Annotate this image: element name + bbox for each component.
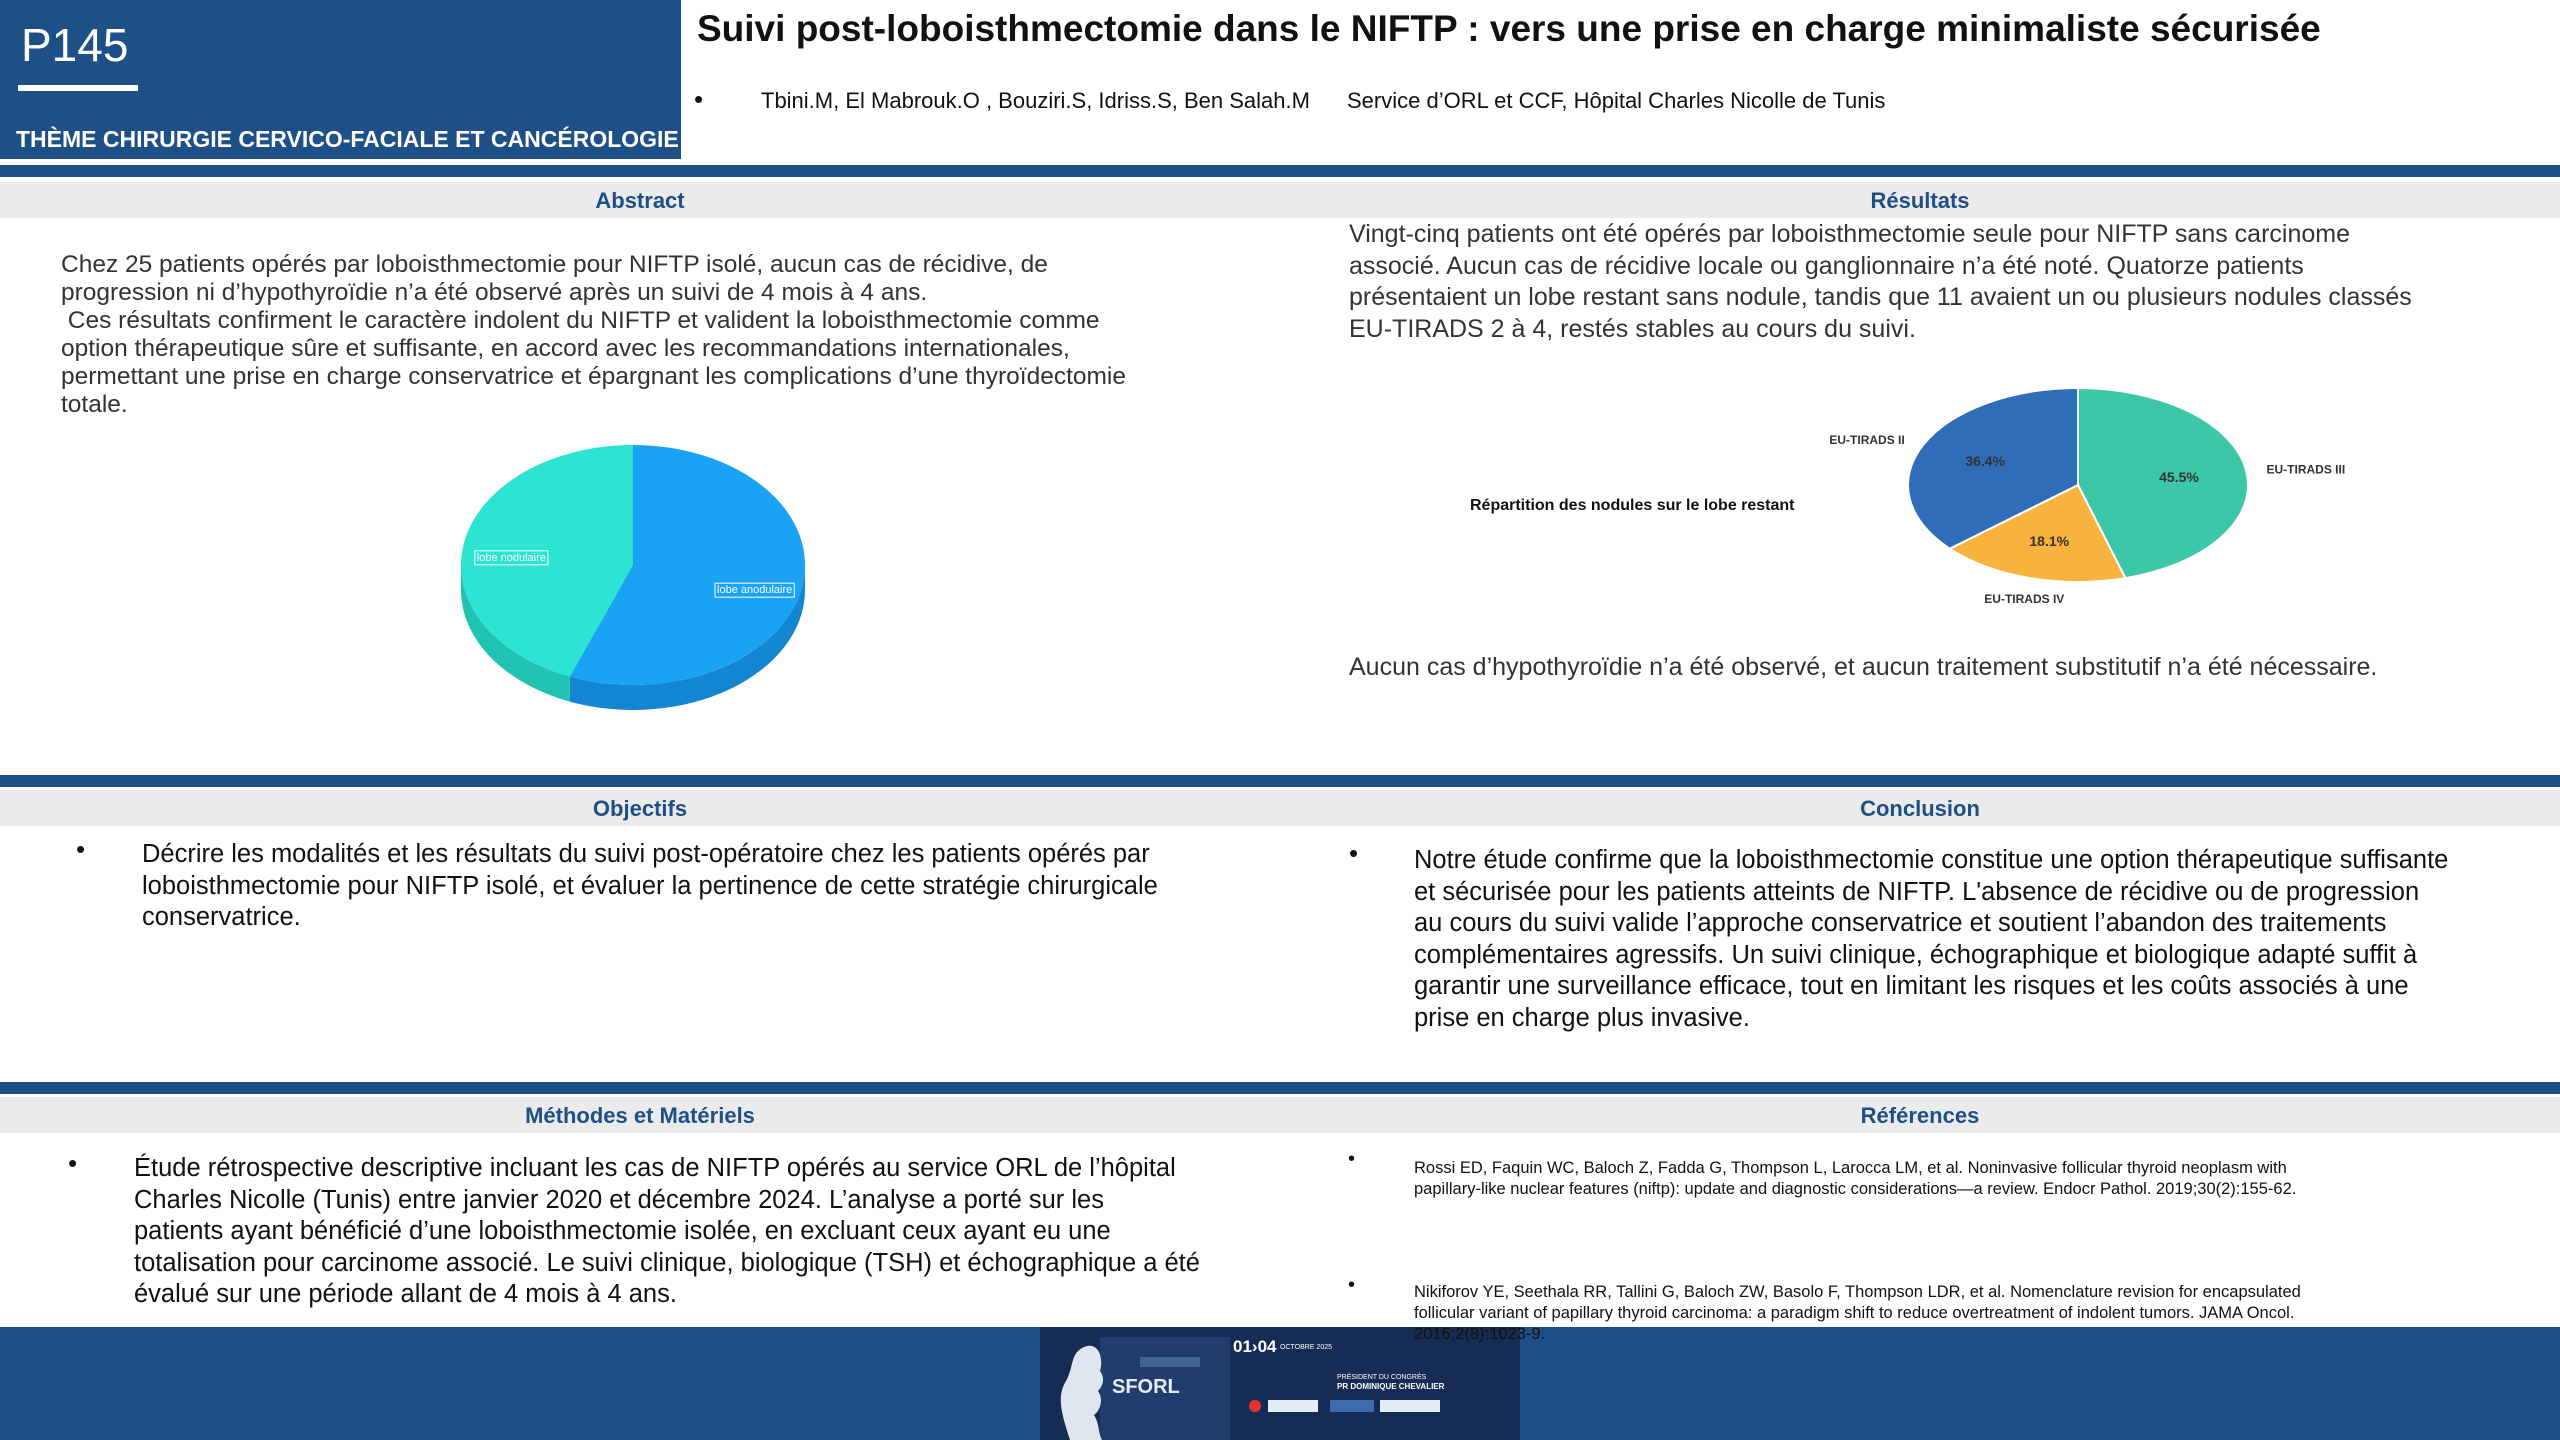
banner-brand: SFORL: [1112, 1376, 1180, 1398]
resultats-text: [1349, 219, 2549, 345]
text-line: totale.: [61, 391, 128, 418]
methodes-bullet: •: [68, 1148, 78, 1178]
text-line: Étude rétrospective descriptive incluant les cas de NIFTP opérés au service ORL de l’hôpital: [134, 1154, 1176, 1182]
poster-id-box: [0, 0, 681, 159]
references-header: [1280, 1097, 2560, 1133]
conclusion-header: [1280, 790, 2560, 826]
reference-1: [1414, 1158, 2554, 1200]
text-line: évalué sur une période allant de 4 mois à 4 ans.: [134, 1280, 677, 1308]
divider-band: [0, 1082, 2560, 1094]
banner-dates: 01›04: [1233, 1337, 1277, 1356]
text-line: Nikiforov YE, Seethala RR, Tallini G, Baloch ZW, Basolo F, Thompson LDR, et al. Nomenclature revision for encapsulated: [1414, 1283, 2301, 1301]
pie-category-label: EU-TIRADS IV: [1984, 592, 2065, 607]
methodes-text: [134, 1153, 1274, 1311]
methodes-header: [0, 1097, 1280, 1133]
text-line: prise en charge plus invasive.: [1414, 1003, 1750, 1032]
divider-band: [0, 775, 2560, 787]
text-line: Rossi ED, Faquin WC, Baloch Z, Fadda G, Thompson L, Larocca LM, et al. Noninvasive follicular thyroid neoplasm with: [1414, 1159, 2287, 1177]
text-line: totalisation pour carcinome associé. Le suivi clinique, biologique (TSH) et échographique a été: [134, 1248, 1200, 1277]
text-line: Décrire les modalités et les résultats du suivi post-opératoire chez les patients opérés par: [142, 840, 1150, 868]
text-line: garantir une surveillance efficace, tout en limitant les risques et les coûts associés à une: [1414, 972, 2409, 1000]
ref2-bullet: •: [1348, 1274, 1356, 1296]
text-line: EU-TIRADS 2 à 4, restés stables au cours du suivi.: [1349, 314, 1916, 343]
text-line: au cours du suivi valide l’approche conservatrice et soutient l’abandon des traitements: [1414, 909, 2387, 937]
pie-label: [715, 583, 794, 597]
theme-label: THÈME CHIRURGIE CERVICO-FACIALE ET CANCÉROLOGIE: [16, 126, 679, 152]
objectifs-text: [142, 839, 1262, 934]
text-line: Charles Nicolle (Tunis) entre janvier 2020 et décembre 2024. L’analyse a porté sur les: [134, 1185, 1104, 1214]
pie-category-label: EU-TIRADS III: [2266, 462, 2346, 477]
id-underline: [18, 85, 138, 91]
references-title: Références: [1860, 1103, 1980, 1128]
text-line: présentaient un lobe restant sans nodule, tandis que 11 avaient un ou plusieurs nodules classés: [1349, 283, 2412, 311]
ref1-bullet: •: [1348, 1148, 1356, 1170]
text-line: progression ni d’hypothyroïdie n’a été observé après un suivi de 4 mois à 4 ans.: [61, 279, 928, 306]
conclusion-title: Conclusion: [1860, 796, 1980, 821]
objectifs-title: Objectifs: [592, 796, 688, 821]
pie-value-label: 36.4%: [1965, 452, 2006, 469]
divider-band: [0, 165, 2560, 177]
abstract-text: [61, 251, 1261, 419]
text-line: loboisthmectomie pour NIFTP isolé, et évaluer la pertinence de cette stratégie chirurgicale: [142, 871, 1158, 900]
abstract-header: [0, 182, 1280, 218]
lobe-pie-chart: [440, 420, 840, 740]
pie-value-label: 18.1%: [2029, 532, 2070, 549]
text-line: conservatrice.: [142, 903, 301, 931]
authors: Tbini.M, El Mabrouk.O , Bouziri.S, Idriss.S, Ben Salah.M: [761, 88, 1310, 113]
text-line: Chez 25 patients opérés par loboisthmectomie pour NIFTP isolé, aucun cas de récidive, de: [61, 251, 1048, 278]
abstract-title: Abstract: [595, 188, 685, 213]
conclusion-bullet: •: [1349, 838, 1359, 868]
tirads-pie-chart: [1430, 375, 2410, 615]
text-line: follicular variant of papillary thyroid carcinoma: a paradigm shift to reduce overtreatment of indolent tumors. JAMA Oncol.: [1414, 1304, 2295, 1322]
text-line: permettant une prise en charge conservatrice et épargnant les complications d’une thyroïdectomie: [61, 363, 1126, 390]
pie-label: [475, 551, 548, 565]
text-line: option thérapeutique sûre et suffisante, en accord avec les recommandations internationales,: [61, 335, 1070, 362]
resultats-header: [1280, 182, 2560, 218]
affiliation: Service d’ORL et CCF, Hôpital Charles Nicolle de Tunis: [1347, 88, 1886, 113]
text-line: Notre étude confirme que la loboisthmectomie constitue une option thérapeutique suffisante: [1414, 846, 2449, 874]
text-line: patients ayant bénéficié d’une loboisthmectomie isolée, en excluant ceux ayant eu une: [134, 1217, 1111, 1245]
banner-month: OCTOBRE 2025: [1280, 1344, 1333, 1351]
text-line: complémentaires agressifs. Un suivi clinique, échographique et biologique adapté suffit à: [1414, 940, 2418, 969]
text-line: et sécurisée pour les patients atteints de NIFTP. L'absence de récidive ou de progression: [1414, 877, 2420, 906]
objectifs-header: [0, 790, 1280, 826]
banner-president: PR DOMINIQUE CHEVALIER: [1337, 1382, 1445, 1391]
poster-title: Suivi post-loboisthmectomie dans le NIFTP : vers une prise en charge minimaliste sécurisée: [697, 8, 2321, 49]
text-line: associé. Aucun cas de récidive locale ou ganglionnaire n’a été noté. Quatorze patients: [1349, 251, 2304, 280]
conclusion-text: [1414, 845, 2554, 1034]
resultats-after: Aucun cas d’hypothyroïdie n’a été observé, et aucun traitement substitutif n’a été nécessaire.: [1349, 653, 2378, 681]
objectifs-bullet: •: [76, 834, 86, 864]
pie-category-label: EU-TIRADS II: [1829, 432, 1905, 447]
banner-president-label: PRÉSIDENT DU CONGRÈS: [1337, 1374, 1427, 1381]
chart-title: Répartition des nodules sur le lobe restant: [1470, 497, 1795, 514]
text-line: papillary-like nuclear features (niftp): update and diagnostic considerations—a review. Endocr Pathol. 2019;30(2):155-62.: [1414, 1180, 2297, 1198]
pie-value-label: 45.5%: [2159, 468, 2199, 485]
reference-2: [1414, 1282, 2554, 1345]
text-line: Vingt-cinq patients ont été opérés par loboisthmectomie seule pour NIFTP sans carcinome: [1349, 220, 2350, 248]
resultats-title: Résultats: [1870, 188, 1970, 213]
author-bullet: •: [694, 84, 704, 114]
text-line: 2016;2(8):1023-9.: [1414, 1325, 1546, 1343]
svg-text:lobe anodulaire: lobe anodulaire: [717, 584, 793, 597]
svg-text:lobe nodulaire: lobe nodulaire: [476, 551, 546, 564]
methodes-title: Méthodes et Matériels: [525, 1103, 755, 1128]
text-line: Ces résultats confirment le caractère indolent du NIFTP et valident la loboisthmectomie comme: [61, 307, 1100, 334]
poster-id: P145: [21, 19, 129, 71]
